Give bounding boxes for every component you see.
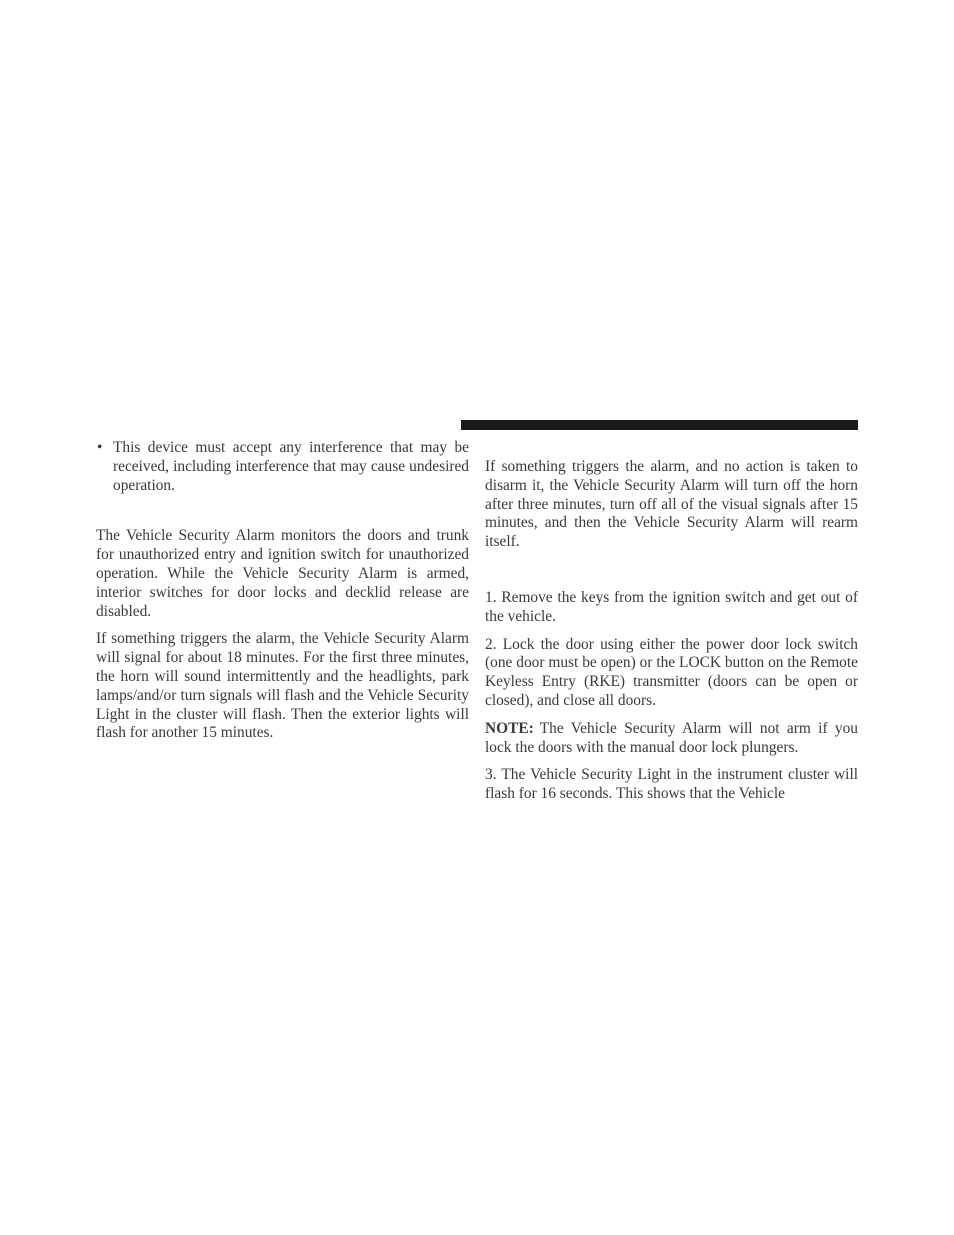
paragraph-alarm-signal: If something triggers the alarm, the Vehicle Security Alarm will signal for about 18 minutes. For the first three minutes, the horn will sound intermittently and the headlights, park lamps/and/or turn signals will flash and the Vehicle Security Light in the cluster will flash. Then the exterior lights will flash for another 15 minutes. bbox=[96, 630, 469, 742]
bullet-mark: • bbox=[97, 439, 103, 456]
step-1: 1. Remove the keys from the ignition switch and get out of the vehicle. bbox=[485, 588, 858, 625]
section-header-bar bbox=[461, 420, 858, 430]
left-column bbox=[96, 439, 469, 743]
bullet-list-item bbox=[96, 439, 469, 495]
bullet-text: This device must accept any interference that may be received, including interference that may cause undesired operation. bbox=[113, 439, 469, 494]
note-label: NOTE: bbox=[485, 719, 534, 737]
paragraph-alarm-rearm: If something triggers the alarm, and no action is taken to disarm it, the Vehicle Security Alarm will turn off the horn after three minutes, turn off all of the visual signals after 15 minutes, and then the Vehicle Security Alarm will rearm itself. bbox=[485, 458, 858, 551]
step-2: 2. Lock the door using either the power door lock switch (one door must be open) or the LOCK button on the Remote Keyless Entry (RKE) transmitter (doors can be open or closed), and close all doors. bbox=[485, 635, 858, 709]
right-column bbox=[485, 458, 858, 804]
note-paragraph bbox=[485, 720, 858, 758]
paragraph-alarm-monitoring: The Vehicle Security Alarm monitors the doors and trunk for unauthorized entry and ignition switch for unauthorized operation. While the Vehicle Security Alarm is armed, interior switches for door locks and decklid release are disabled. bbox=[96, 527, 469, 620]
step-3: 3. The Vehicle Security Light in the instrument cluster will flash for 16 seconds. This shows that the Vehicle bbox=[485, 766, 858, 803]
note-text: The Vehicle Security Alarm will not arm if you lock the doors with the manual door lock plungers. bbox=[485, 719, 858, 756]
